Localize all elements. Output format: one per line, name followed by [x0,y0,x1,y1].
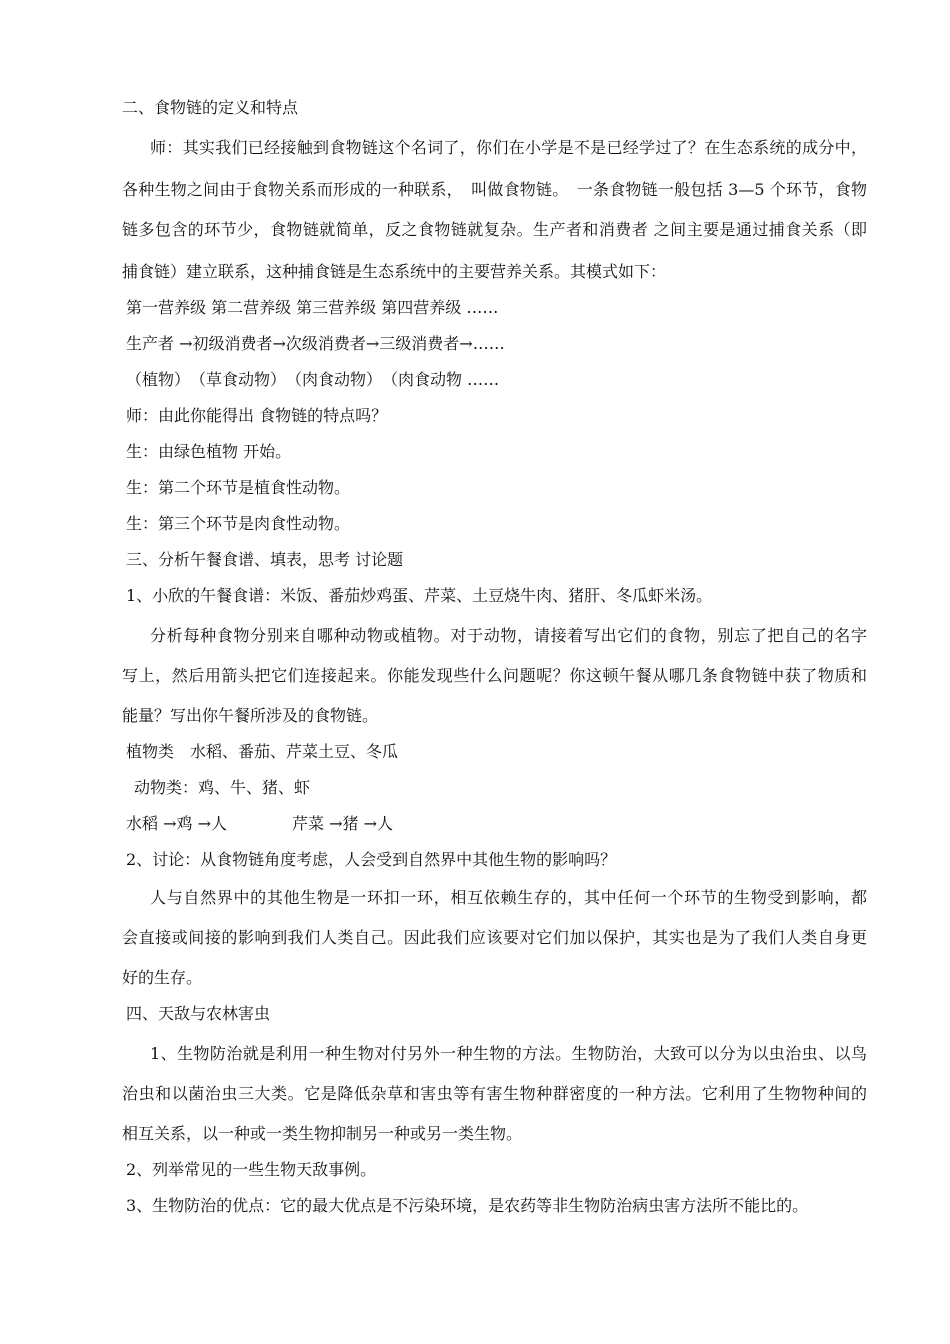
discussion-question: 2、讨论：从食物链角度考虑，人会受到自然界中其他生物的影响吗？ [126,850,617,869]
paragraph-line: 师：其实我们已经接触到食物链这个名词了，你们在小学是不是已经学过了？在生态系统的成分中， [150,138,867,157]
dialogue-line: 师：由此你能得出 食物链的特点吗？ [126,406,388,425]
dialogue-line: 生：第三个环节是肉食性动物。 [126,514,351,533]
dialogue-line: 生：第二个环节是植食性动物。 [126,478,351,497]
animal-list-line: 动物类：鸡、牛、猪、虾 [134,778,311,797]
dialogue-line: 生：由绿色植物 开始。 [126,442,292,461]
plant-list-line: 植物类 水稻、番茄、芹菜土豆、冬瓜 [126,742,399,761]
consumer-chain-line: 生产者 →初级消费者→次级消费者→三级消费者→…… [126,334,505,353]
paragraph-line: 分析每种食物分别来自哪种动物或植物。对于动物，请接着写出它们的食物，别忘了把自己的名字 [150,626,867,645]
food-chain-example: 水稻 →鸡 →人 [126,814,227,833]
paragraph-line: 治虫和以菌治虫三大类。它是降低杂草和害虫等有害生物种群密度的一种方法。它利用了生物物种间的 [122,1084,867,1103]
section-heading-2: 二、食物链的定义和特点 [122,98,299,117]
section-heading-3: 三、分析午餐食谱、填表，思考 讨论题 [126,550,404,569]
paragraph-line: 能量？写出你午餐所涉及的食物链。 [122,706,379,725]
trophic-levels-line: 第一营养级 第二营养级 第三营养级 第四营养级 …… [126,298,499,317]
list-item: 2、列举常见的一些生物天敌事例。 [126,1160,377,1179]
section-heading-4: 四、天敌与农林害虫 [126,1004,271,1023]
paragraph-line: 相互关系，以一种或一类生物抑制另一种或另一类生物。 [122,1124,523,1143]
paragraph-line: 好的生存。 [122,968,203,987]
menu-line: 1、小欣的午餐食谱：米饭、番茄炒鸡蛋、芹菜、土豆烧牛肉、猪肝、冬瓜虾米汤。 [126,586,713,605]
paragraph-line: 1、生物防治就是利用一种生物对付另外一种生物的方法。生物防治，大致可以分为以虫治虫、以鸟 [150,1044,867,1063]
paragraph-line: 链多包含的环节少，食物链就简单，反之食物链就复杂。生产者和消费者 之间主要是通过捕食关系（即 [122,220,867,239]
paragraph-line: 人与自然界中的其他生物是一环扣一环，相互依赖生存的，其中任何一个环节的生物受到影响，都 [150,888,867,907]
organism-types-line: （植物） （草食动物） （肉食动物） （肉食动物 …… [126,370,500,389]
paragraph-line: 各种生物之间由于食物关系而形成的一种联系， 叫做食物链。 一条食物链一般包括 3—5 个环节，食物 [122,180,867,199]
paragraph-line: 会直接或间接的影响到我们人类自己。因此我们应该要对它们加以保护，其实也是为了我们人类自身更 [122,928,867,947]
paragraph-line: 写上，然后用箭头把它们连接起来。你能发现些什么问题呢？你这顿午餐从哪几条食物链中获了物质和 [122,666,867,685]
food-chain-example: 芹菜 →猪 →人 [292,814,393,833]
paragraph-line: 捕食链）建立联系，这种捕食链是生态系统中的主要营养关系。其模式如下： [122,262,667,281]
list-item: 3、生物防治的优点：它的最大优点是不污染环境，是农药等非生物防治病虫害方法所不能比的。 [126,1196,809,1215]
